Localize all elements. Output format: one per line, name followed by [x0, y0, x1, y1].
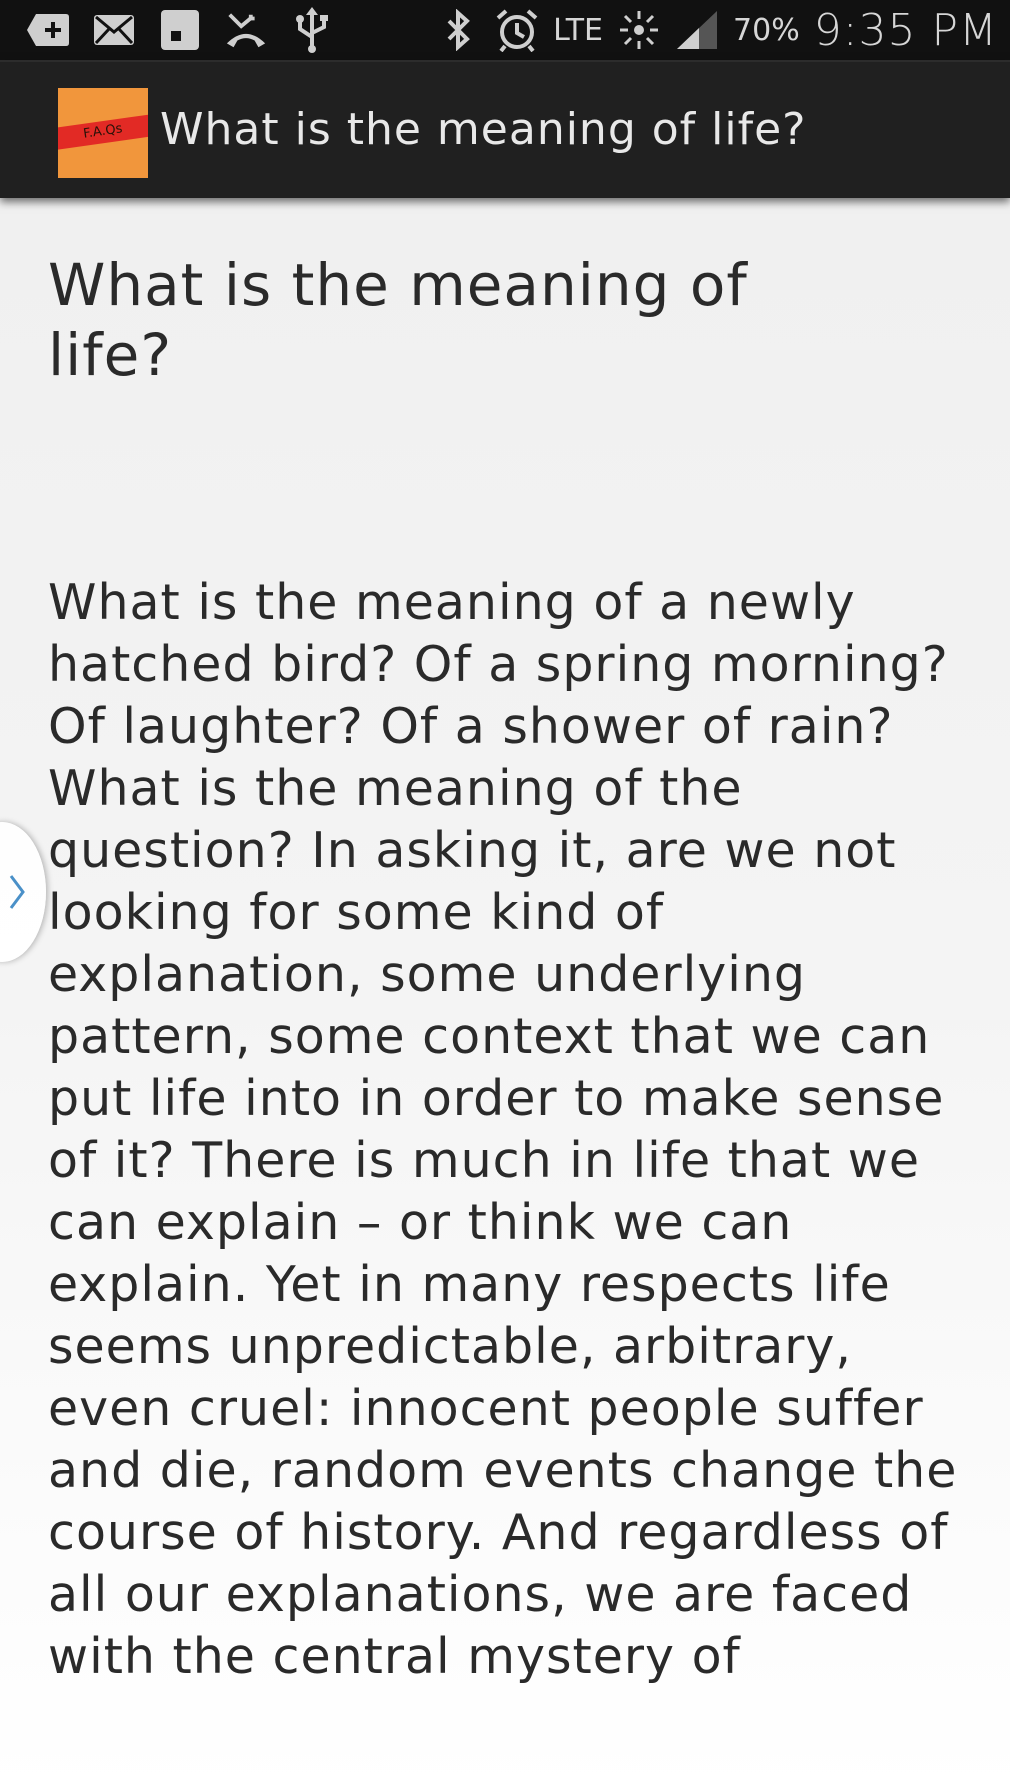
answer-text: What is the meaning of a newly hatched bird? Of a spring morning? Of laughter? Of a shower of rain? What is the meaning of the question? In asking it, are we not looking for some kind of explanation, some underlying pattern, some context that we can put life into in order to make sense of it? There is much in life that we can explain – or think we can explain. Yet in many respects life seems unpredictable, arbitrary, even cruel: innocent people suffer and die, random events change the course of history. And regardless of all our explanations, we are faced with the central mystery of	[48, 574, 958, 1685]
sim-card-icon	[158, 8, 202, 52]
status-system	[437, 4, 998, 56]
usb-icon	[290, 8, 334, 52]
add-notification-icon	[26, 8, 70, 52]
missed-call-icon	[224, 8, 268, 52]
bluetooth-icon	[437, 8, 481, 52]
action-bar	[0, 60, 1010, 198]
action-bar-title: What is the meaning of life?	[160, 104, 807, 155]
clock: 9:35 PM	[813, 4, 998, 56]
status-bar	[0, 0, 1010, 60]
alarm-icon	[495, 8, 539, 52]
battery-level: 70%	[733, 12, 800, 48]
status-notifications	[26, 8, 334, 52]
cell-signal-icon	[675, 8, 719, 52]
logo-text: F.A.Qs	[82, 121, 124, 142]
drawer-handle[interactable]	[0, 822, 46, 962]
question-heading: What is the meaning of life?	[48, 251, 748, 389]
faq-content	[48, 250, 978, 1685]
network-type: LTE	[553, 12, 604, 48]
signal-activity-icon	[617, 8, 661, 52]
app-logo[interactable]	[58, 88, 148, 178]
mail-icon	[92, 8, 136, 52]
chevron-right-icon	[8, 874, 26, 914]
